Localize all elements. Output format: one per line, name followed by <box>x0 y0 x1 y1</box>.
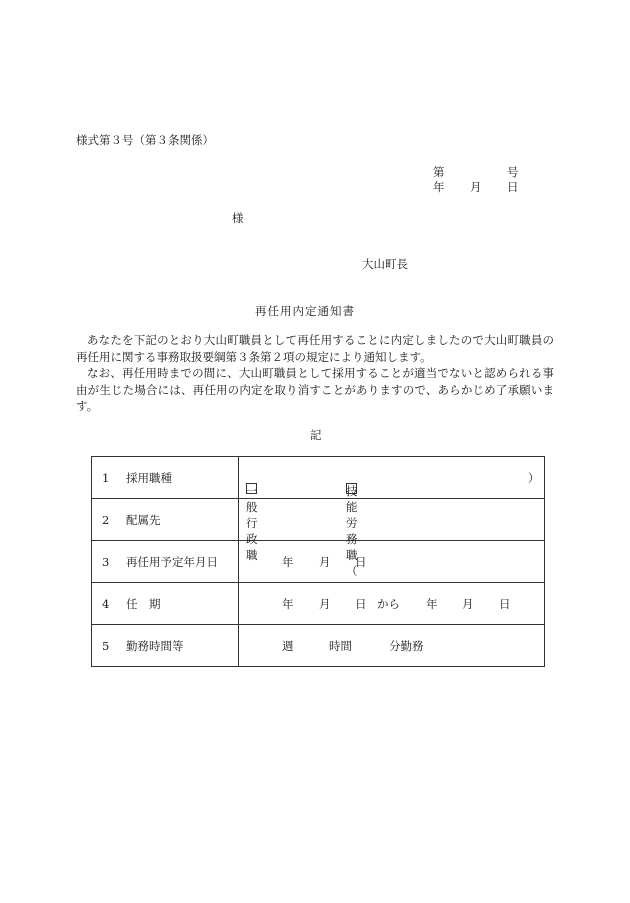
row-label-text: 採用職種 <box>126 470 172 485</box>
row-label-text: 配属先 <box>126 512 161 527</box>
option-skilled-labor: 技能労務職（ <box>346 484 358 578</box>
term-start-year: 年 <box>282 597 294 611</box>
row-number: 5 <box>102 638 110 653</box>
document-number-prefix: 第 <box>433 165 445 179</box>
row-label-text: 再任用予定年月日 <box>126 554 218 569</box>
addressee-honorific: 様 <box>232 211 244 225</box>
record-table <box>91 456 545 667</box>
date-day: 日 <box>507 180 519 194</box>
row-label <box>92 457 239 499</box>
table-row <box>92 499 545 541</box>
start-day: 日 <box>355 555 367 569</box>
term-end-day: 日 <box>499 597 511 611</box>
row-number: 2 <box>102 512 110 527</box>
start-year: 年 <box>282 555 294 569</box>
term-cell <box>239 583 545 625</box>
body-paragraph-1: あなたを下記のとおり大山町職員として再任用することに内定しましたので大山町職員の再任用に関する事務取扱要綱第３条第２項の規定により通知します。 <box>76 333 554 364</box>
row-label-text: 任 期 <box>126 596 161 611</box>
body-text <box>76 332 554 415</box>
department-cell[interactable] <box>239 499 545 541</box>
start-date-cell <box>239 541 545 583</box>
table-row <box>92 625 545 667</box>
row-label <box>92 541 239 583</box>
date-year: 年 <box>433 180 445 194</box>
work-minutes: 分勤務 <box>389 639 424 653</box>
close-paren: ） <box>528 471 540 485</box>
term-kara: から <box>377 597 400 611</box>
issuer-name: 大山町長 <box>362 257 408 271</box>
date-month: 月 <box>470 180 482 194</box>
work-hours: 時間 <box>329 639 352 653</box>
row-label <box>92 625 239 667</box>
row-label-text: 勤務時間等 <box>126 638 184 653</box>
term-start-day: 日 <box>355 597 367 611</box>
option-general-admin: 一般行政職 <box>246 484 258 562</box>
table-row <box>92 457 545 499</box>
table-row <box>92 583 545 625</box>
term-start-month: 月 <box>319 597 331 611</box>
work-hours-cell <box>239 625 545 667</box>
term-end-year: 年 <box>426 597 438 611</box>
row-number: 4 <box>102 596 110 611</box>
row-label <box>92 499 239 541</box>
ki-heading: 記 <box>310 428 322 442</box>
row-number: 3 <box>102 554 110 569</box>
body-paragraph-2: なお、再任用時までの間に、大山町職員として採用することが適当でないと認められる事由が生じた場合には、再任用の内定を取り消すことがありますので、あらかじめ了承願います。 <box>76 366 554 413</box>
job-type-cell <box>239 457 545 578</box>
document-title: 再任用内定通知書 <box>255 304 355 318</box>
start-month: 月 <box>319 555 331 569</box>
table-row <box>92 541 545 583</box>
document-number-suffix: 号 <box>507 165 519 179</box>
row-label <box>92 583 239 625</box>
term-end-month: 月 <box>462 597 474 611</box>
row-number: 1 <box>102 470 110 485</box>
form-label: 様式第３号（第３条関係） <box>76 133 214 147</box>
work-week: 週 <box>282 639 294 653</box>
